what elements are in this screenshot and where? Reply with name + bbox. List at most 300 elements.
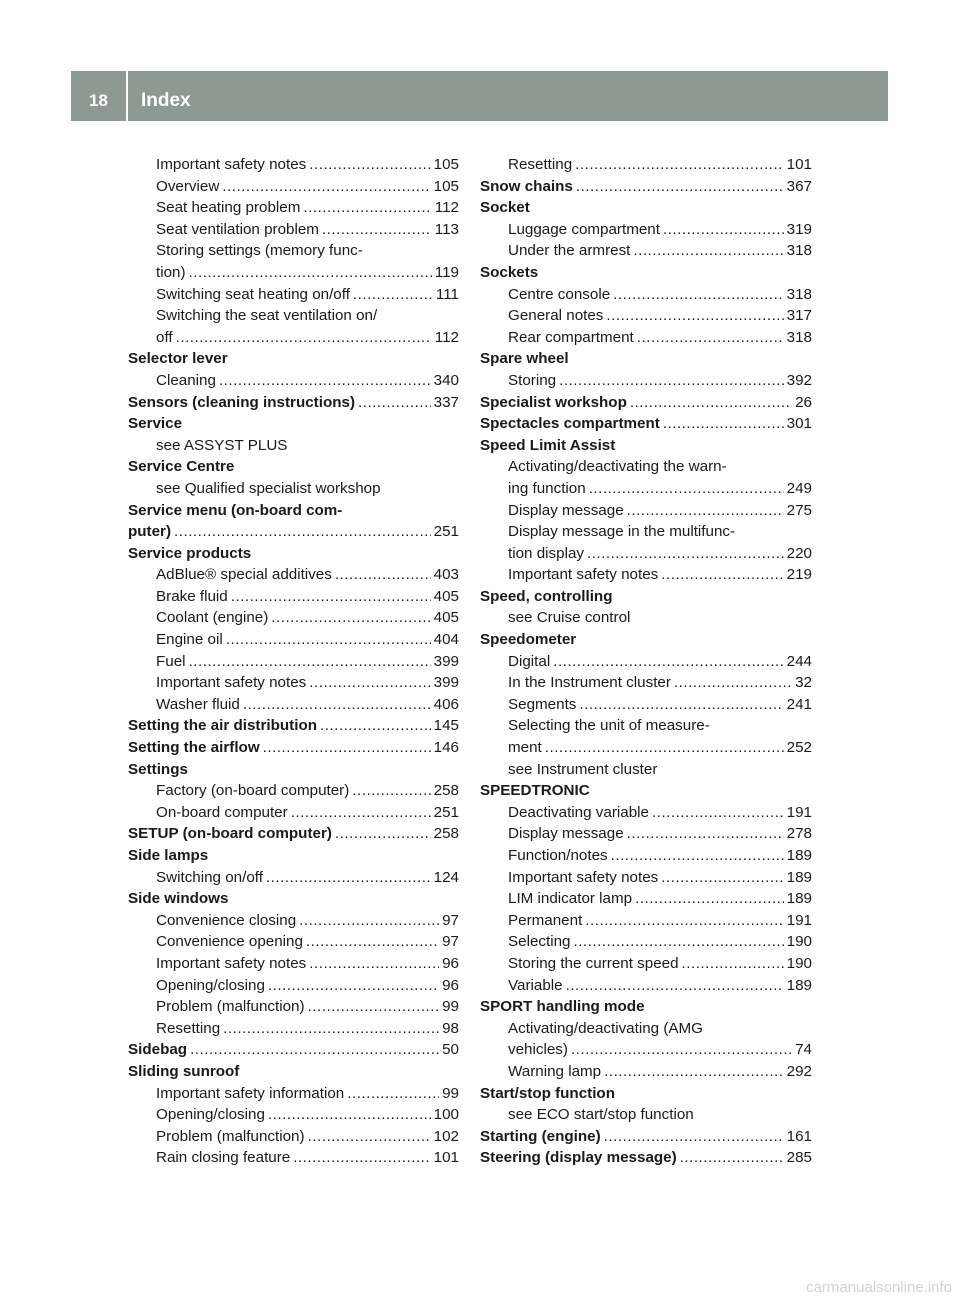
entry-label: Specialist workshop <box>480 393 627 411</box>
dot-leader <box>589 478 784 500</box>
page-reference[interactable]: 318 <box>786 285 812 303</box>
page-reference[interactable]: 50 <box>442 1041 459 1059</box>
index-subentry <box>480 975 812 997</box>
index-heading <box>480 586 812 608</box>
page-reference[interactable]: 112 <box>434 328 459 346</box>
page-reference[interactable]: 405 <box>433 587 459 605</box>
index-heading <box>128 521 459 543</box>
page-reference[interactable]: 220 <box>786 544 812 562</box>
entry-label: Service <box>128 415 183 433</box>
entry-label: Starting (engine) <box>480 1127 601 1145</box>
index-heading <box>480 629 812 651</box>
page-reference[interactable]: 406 <box>433 695 459 713</box>
entry-label: Washer fluid <box>156 695 240 713</box>
entry-label: In the Instrument cluster <box>508 674 671 692</box>
dot-leader <box>306 931 439 953</box>
dot-leader <box>585 910 783 932</box>
entry-label: Segments <box>508 695 577 713</box>
page-reference[interactable]: 318 <box>786 242 812 260</box>
index-subentry <box>128 672 459 694</box>
dot-leader <box>189 651 431 673</box>
index-subentry <box>128 867 459 889</box>
entry-label: Settings <box>128 760 188 778</box>
index-subentry <box>480 845 812 867</box>
index-heading <box>128 888 459 910</box>
page-reference[interactable]: 113 <box>434 220 459 238</box>
entry-label: Activating/deactivating the warn- <box>508 458 727 476</box>
entry-label: Side windows <box>128 890 229 908</box>
entry-label: vehicles) <box>508 1041 568 1059</box>
page-reference[interactable]: 318 <box>786 328 812 346</box>
index-subentry <box>480 694 812 716</box>
dot-leader <box>309 154 430 176</box>
page-reference[interactable]: 319 <box>786 220 812 238</box>
page-reference[interactable]: 278 <box>786 825 812 843</box>
index-subentry <box>128 629 459 651</box>
dot-leader <box>553 651 783 673</box>
entry-label: Convenience opening <box>156 933 303 951</box>
index-heading <box>128 823 459 845</box>
entry-label: Important safety notes <box>156 674 307 692</box>
dot-leader <box>674 672 792 694</box>
dot-leader <box>635 888 784 910</box>
page-reference[interactable]: 399 <box>433 652 459 670</box>
entry-label: Fuel <box>156 652 186 670</box>
entry-label: Selector lever <box>128 350 228 368</box>
dot-leader <box>661 564 783 586</box>
entry-label: Storing the current speed <box>508 954 679 972</box>
entry-label: Cleaning <box>156 371 216 389</box>
dot-leader <box>263 737 431 759</box>
entry-label: Important safety notes <box>156 954 307 972</box>
entry-label: Opening/closing <box>156 1106 265 1124</box>
entry-label: Setting the air distribution <box>128 717 317 735</box>
index-subentry <box>480 543 812 565</box>
index-heading <box>480 348 812 370</box>
page-reference[interactable]: 241 <box>786 695 812 713</box>
entry-label: Important safety notes <box>508 868 659 886</box>
index-subentry <box>480 867 812 889</box>
index-subentry <box>128 910 459 932</box>
dot-leader <box>189 262 432 284</box>
dot-leader <box>545 737 784 759</box>
index-subentry <box>128 262 459 284</box>
index-subentry <box>128 370 459 392</box>
index-subentry <box>128 651 459 673</box>
index-heading <box>480 1126 812 1148</box>
page-reference[interactable]: 101 <box>433 1149 459 1167</box>
index-heading <box>480 780 812 802</box>
dot-leader <box>587 543 784 565</box>
dot-leader <box>303 197 431 219</box>
index-subentry <box>480 154 812 176</box>
dot-leader <box>268 975 439 997</box>
dot-leader <box>627 500 784 522</box>
page-reference[interactable]: 404 <box>433 631 459 649</box>
entry-label: see ECO start/stop function <box>508 1106 694 1124</box>
entry-label: Function/notes <box>508 847 608 864</box>
entry-label: Activating/deactivating (AMG <box>508 1019 703 1037</box>
index-subentry <box>480 672 812 694</box>
index-subentry <box>480 651 812 673</box>
index-subentry <box>128 931 459 953</box>
index-subentry <box>128 284 459 306</box>
index-subentry <box>480 500 812 522</box>
entry-label: Sliding sunroof <box>128 1062 240 1080</box>
entry-label: General notes <box>508 307 604 325</box>
index-column-right <box>480 154 812 1169</box>
page-reference[interactable]: 258 <box>433 782 459 800</box>
entry-label: see Qualified specialist workshop <box>156 479 381 497</box>
entry-label: Deactivating variable <box>508 803 649 821</box>
dot-leader <box>352 780 430 802</box>
entry-label: Seat ventilation problem <box>156 220 319 238</box>
page-reference[interactable]: 292 <box>786 1062 812 1080</box>
dot-leader <box>309 953 439 975</box>
entry-label: Socket <box>480 199 530 217</box>
page-reference[interactable]: 244 <box>786 652 812 670</box>
page-reference[interactable]: 146 <box>433 739 459 757</box>
page-reference[interactable]: 190 <box>786 954 812 972</box>
index-subentry <box>480 240 812 262</box>
dot-leader <box>243 694 431 716</box>
entry-label: Switching seat heating on/off <box>156 285 350 303</box>
index-subentry <box>480 1018 812 1040</box>
entry-label: Switching on/off <box>156 868 263 886</box>
page-reference[interactable]: 32 <box>795 674 812 692</box>
index-subentry <box>480 802 812 824</box>
index-column-left <box>128 154 459 1169</box>
page-reference[interactable]: 161 <box>786 1127 812 1145</box>
page-reference[interactable]: 317 <box>786 307 812 325</box>
index-subentry <box>128 1083 459 1105</box>
dot-leader <box>293 1147 430 1169</box>
page-reference[interactable]: 251 <box>433 523 459 541</box>
entry-label: Rear compartment <box>508 328 634 346</box>
index-heading <box>128 543 459 565</box>
page-reference[interactable]: 102 <box>433 1127 459 1145</box>
entry-label: Overview <box>156 177 220 195</box>
entry-label: tion display <box>508 544 584 562</box>
entry-label: Permanent <box>508 911 583 929</box>
page-reference[interactable]: 26 <box>795 393 812 411</box>
page-reference[interactable]: 99 <box>442 998 459 1016</box>
dot-leader <box>335 564 431 586</box>
dot-leader <box>630 392 792 414</box>
page-reference[interactable]: 403 <box>433 566 459 584</box>
entry-label: Engine oil <box>156 631 223 649</box>
entry-label: Problem (malfunction) <box>156 998 305 1016</box>
index-subentry <box>128 219 459 241</box>
entry-label: Convenience closing <box>156 911 297 929</box>
entry-label: Sidebag <box>128 1041 188 1059</box>
index-subentry <box>480 953 812 975</box>
entry-label: Sensors (cleaning instructions) <box>128 393 356 411</box>
index-subentry <box>128 1104 459 1126</box>
entry-label: SETUP (on-board computer) <box>128 825 332 843</box>
page-reference[interactable]: 189 <box>786 890 812 908</box>
index-subentry <box>480 1061 812 1083</box>
entry-label: see Cruise control <box>508 609 631 627</box>
index-heading <box>480 1083 812 1105</box>
entry-label: Start/stop function <box>480 1084 615 1102</box>
entry-label: Display message <box>508 501 624 519</box>
entry-label: Service Centre <box>128 458 235 476</box>
entry-label: see Instrument cluster <box>508 760 658 778</box>
index-heading <box>128 845 459 867</box>
dot-leader <box>335 823 431 845</box>
entry-label: tion) <box>156 263 186 281</box>
dot-leader <box>309 672 430 694</box>
page-reference[interactable]: 124 <box>433 868 459 886</box>
dot-leader <box>579 694 783 716</box>
entry-label: Display message <box>508 825 624 843</box>
index-subentry <box>480 564 812 586</box>
index-subentry <box>128 240 459 262</box>
entry-label: SPEEDTRONIC <box>480 782 590 800</box>
dot-leader <box>663 219 784 241</box>
index-subentry <box>128 1018 459 1040</box>
entry-label: Sockets <box>480 263 539 281</box>
entry-label: Storing settings (memory func- <box>156 242 363 260</box>
page-reference[interactable]: 251 <box>433 803 459 821</box>
page-reference[interactable]: 145 <box>433 717 459 735</box>
entry-label: Snow chains <box>480 177 573 195</box>
page-reference[interactable]: 105 <box>433 156 459 173</box>
entry-label: Service menu (on-board com- <box>128 501 343 519</box>
index-subentry <box>480 931 812 953</box>
index-subentry <box>128 435 459 457</box>
page-reference[interactable]: 252 <box>786 739 812 757</box>
dot-leader <box>604 1126 784 1148</box>
page-reference[interactable]: 191 <box>786 911 812 929</box>
index-subentry <box>480 737 812 759</box>
index-heading <box>128 759 459 781</box>
page-reference[interactable]: 101 <box>786 156 812 173</box>
index-subentry <box>128 478 459 500</box>
page-reference[interactable]: 392 <box>786 371 812 389</box>
entry-label: Selecting the unit of measure- <box>508 717 710 735</box>
page-reference[interactable]: 367 <box>786 177 812 195</box>
entry-label: Spare wheel <box>480 350 569 368</box>
page-reference[interactable]: 337 <box>433 393 459 411</box>
dot-leader <box>174 521 431 543</box>
page-number: 18 <box>89 91 108 110</box>
dot-leader <box>566 975 784 997</box>
dot-leader <box>291 802 431 824</box>
dot-leader <box>652 802 784 824</box>
index-heading <box>480 197 812 219</box>
dot-leader <box>271 607 430 629</box>
page-reference[interactable]: 74 <box>795 1041 812 1059</box>
entry-label: Important safety notes <box>508 566 659 584</box>
index-subentry <box>480 823 812 845</box>
entry-label: Opening/closing <box>156 976 265 994</box>
entry-label: Selecting <box>508 933 571 951</box>
index-heading <box>480 435 812 457</box>
page-reference[interactable]: 275 <box>786 501 812 519</box>
page-reference[interactable]: 219 <box>786 566 812 584</box>
index-subentry <box>480 327 812 349</box>
page-reference[interactable]: 249 <box>786 479 812 497</box>
dot-leader <box>219 370 431 392</box>
index-subentry <box>128 586 459 608</box>
index-subentry <box>128 996 459 1018</box>
index-subentry <box>128 694 459 716</box>
page-reference[interactable]: 112 <box>434 199 459 217</box>
dot-leader <box>576 176 784 198</box>
page-reference[interactable]: 301 <box>786 415 812 433</box>
page-reference[interactable]: 190 <box>786 933 812 951</box>
dot-leader <box>571 1039 792 1061</box>
dot-leader <box>573 931 783 953</box>
page-reference[interactable]: 105 <box>433 177 459 195</box>
index-heading <box>480 392 812 414</box>
header-bar <box>71 71 888 121</box>
index-subentry <box>480 715 812 737</box>
index-subentry <box>480 370 812 392</box>
page-reference[interactable]: 99 <box>442 1084 459 1102</box>
page-reference[interactable]: 97 <box>442 933 459 951</box>
entry-label: Speed, controlling <box>480 587 613 605</box>
page-reference[interactable]: 189 <box>786 976 812 994</box>
entry-label: ing function <box>508 479 586 497</box>
index-heading <box>128 1061 459 1083</box>
page-reference[interactable]: 96 <box>442 954 459 972</box>
dot-leader <box>176 327 432 349</box>
entry-label: Important safety notes <box>156 156 307 173</box>
entry-label: Digital <box>508 652 551 670</box>
index-heading <box>480 413 812 435</box>
page-reference[interactable]: 405 <box>433 609 459 627</box>
index-subentry <box>128 802 459 824</box>
index-subentry <box>480 478 812 500</box>
dot-leader <box>266 867 431 889</box>
page-reference[interactable]: 100 <box>433 1106 459 1124</box>
entry-label: Resetting <box>508 156 573 173</box>
dot-leader <box>606 305 783 327</box>
dot-leader <box>637 327 784 349</box>
page-reference[interactable]: 340 <box>433 371 459 389</box>
index-subentry <box>128 780 459 802</box>
entry-label: Storing <box>508 371 557 389</box>
page-reference[interactable]: 258 <box>433 825 459 843</box>
page-reference[interactable]: 189 <box>786 868 812 886</box>
index-subentry <box>128 327 459 349</box>
index-subentry <box>480 219 812 241</box>
page-reference[interactable]: 96 <box>442 976 459 994</box>
dot-leader <box>190 1039 439 1061</box>
index-subentry <box>480 888 812 910</box>
dot-leader <box>611 845 784 867</box>
dot-leader <box>661 867 783 889</box>
index-subentry <box>480 1039 812 1061</box>
dot-leader <box>347 1083 439 1105</box>
entry-label: Steering (display message) <box>480 1149 677 1167</box>
index-subentry <box>128 975 459 997</box>
entry-label: Centre console <box>508 285 611 303</box>
page-reference[interactable]: 189 <box>786 847 812 864</box>
entry-label: Speed Limit Assist <box>480 436 616 454</box>
entry-label: SPORT handling mode <box>480 998 645 1016</box>
index-heading <box>128 456 459 478</box>
page-reference[interactable]: 111 <box>435 285 459 303</box>
entry-label: Under the armrest <box>508 242 631 260</box>
index-heading <box>480 176 812 198</box>
dot-leader <box>308 996 440 1018</box>
dot-leader <box>627 823 784 845</box>
header-divider <box>126 71 128 121</box>
dot-leader <box>223 1018 439 1040</box>
entry-label: LIM indicator lamp <box>508 890 633 908</box>
index-heading <box>128 392 459 414</box>
page-reference[interactable]: 285 <box>786 1149 812 1167</box>
index-heading <box>480 262 812 284</box>
index-subentry <box>128 197 459 219</box>
index-heading <box>128 715 459 737</box>
section-title: Index <box>141 90 191 111</box>
index-subentry <box>128 564 459 586</box>
index-subentry <box>128 1126 459 1148</box>
entry-label: see ASSYST PLUS <box>156 436 288 454</box>
entry-label: On-board computer <box>156 803 288 821</box>
dot-leader <box>308 1126 431 1148</box>
page-reference[interactable]: 97 <box>442 911 459 929</box>
index-heading <box>128 1039 459 1061</box>
index-heading <box>128 500 459 522</box>
index-heading <box>480 1147 812 1169</box>
entry-label: Service products <box>128 544 252 562</box>
entry-label: Brake fluid <box>156 587 228 605</box>
index-subentry <box>480 759 812 781</box>
watermark: carmanualsonline.info <box>806 1279 952 1296</box>
dot-leader <box>322 219 432 241</box>
index-heading <box>128 348 459 370</box>
dot-leader <box>358 392 431 414</box>
entry-label: Important safety information <box>156 1084 345 1102</box>
entry-label: Setting the airflow <box>128 739 260 757</box>
index-subentry <box>480 284 812 306</box>
index-subentry <box>480 1104 812 1126</box>
index-heading <box>128 737 459 759</box>
entry-label: Switching the seat ventilation on/ <box>156 307 378 325</box>
dot-leader <box>222 176 430 198</box>
entry-label: puter) <box>128 523 172 541</box>
index-subentry <box>480 607 812 629</box>
dot-leader <box>320 715 431 737</box>
index-subentry <box>480 456 812 478</box>
dot-leader <box>682 953 784 975</box>
entry-label: Variable <box>508 976 563 994</box>
entry-label: ment <box>508 739 542 757</box>
page-reference[interactable]: 399 <box>433 674 459 692</box>
entry-label: AdBlue® special additives <box>156 566 332 584</box>
entry-label: Spectacles compartment <box>480 415 660 433</box>
index-subentry <box>480 521 812 543</box>
index-subentry <box>128 607 459 629</box>
page-reference[interactable]: 98 <box>442 1019 459 1037</box>
entry-label: Luggage compartment <box>508 220 660 238</box>
index-subentry <box>128 305 459 327</box>
dot-leader <box>680 1147 784 1169</box>
index-subentry <box>128 953 459 975</box>
entry-label: Coolant (engine) <box>156 609 269 627</box>
dot-leader <box>559 370 784 392</box>
dot-leader <box>353 284 433 306</box>
page-reference[interactable]: 191 <box>786 803 812 821</box>
page-reference[interactable]: 119 <box>434 263 459 281</box>
dot-leader <box>663 413 784 435</box>
